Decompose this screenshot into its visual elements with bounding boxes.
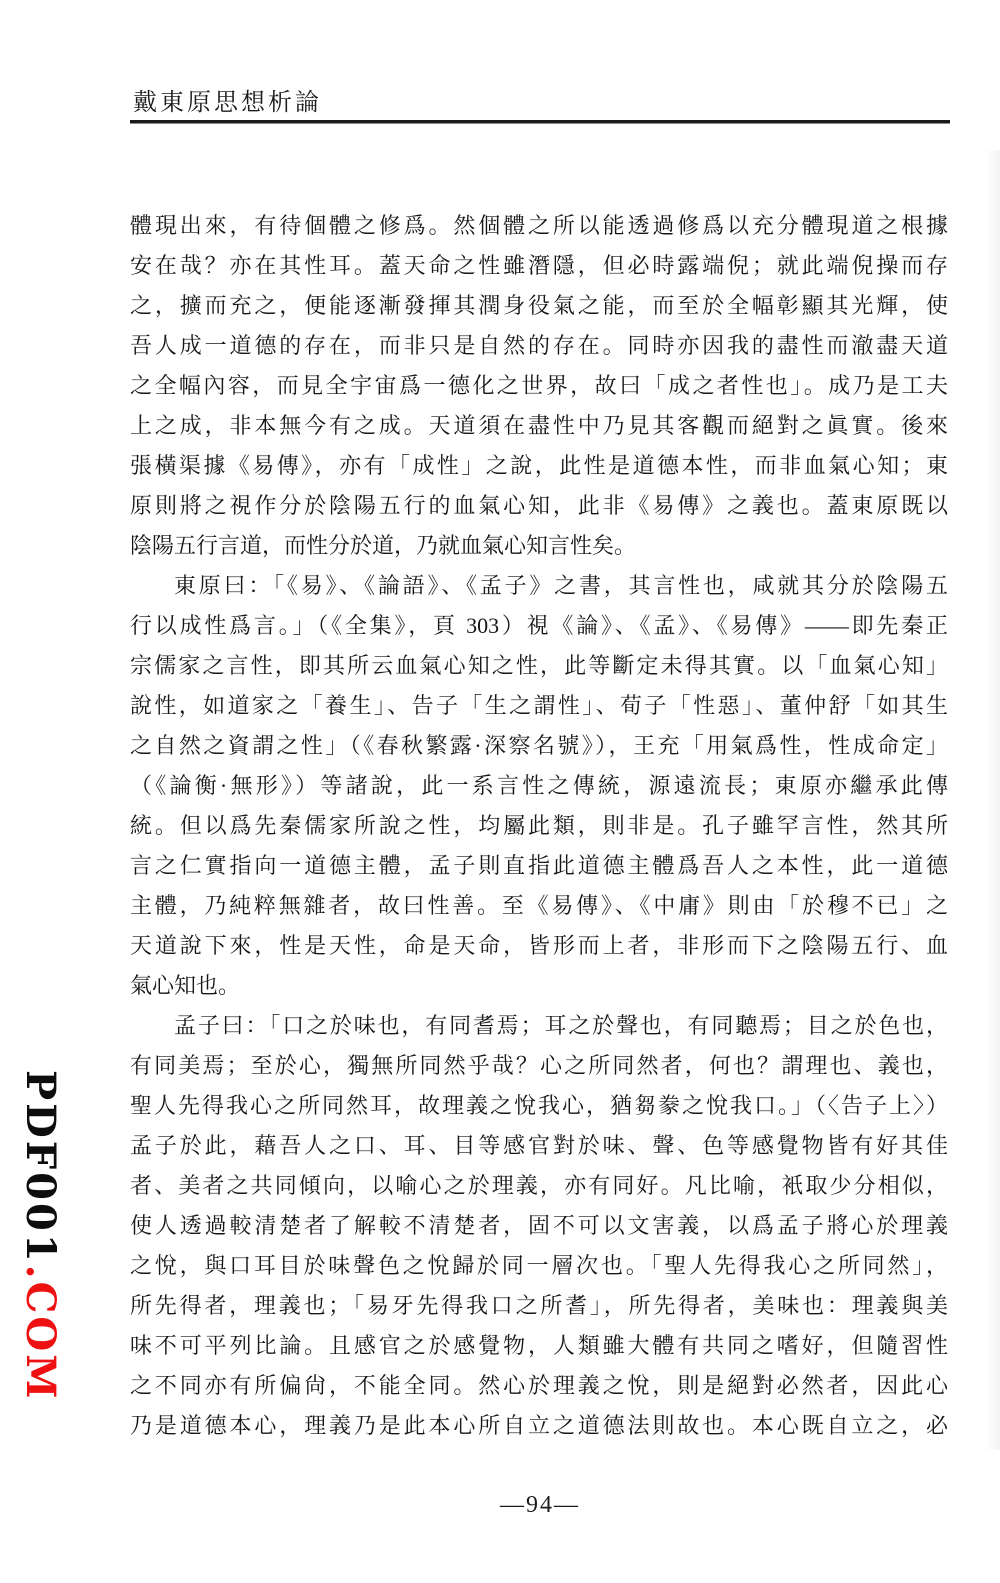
text-line: 說性，如道家之「養生」、告子「生之謂性」、荀子「性惡」、董仲舒「如其生 (130, 693, 948, 718)
text-line: 統。但以爲先秦儒家所說之性，均屬此類，則非是。孔子雖罕言性，然其所 (130, 813, 948, 838)
text-line: 氣心知也。 (130, 973, 241, 998)
text-line: 之不同亦有所偏尙，不能全同。然心於理義之悅，則是絕對必然者，因此心 (130, 1373, 948, 1398)
text-line: 之悅，與口耳目於味聲色之悅歸於同一層次也。「聖人先得我心之所同然」， (130, 1253, 948, 1278)
text-line: 行以成性爲言。」（《全集》，頁 303）視《論》、《孟》、《易傳》——即先秦正 (130, 613, 948, 638)
text-line: 孟子於此，藉吾人之口、耳、目等感官對於味、聲、色等感覺物皆有好其佳 (130, 1133, 948, 1158)
scan-edge-shading (986, 150, 1000, 1450)
text-line: 陰陽五行言道，而性分於道，乃就血氣心知言性矣。 (130, 533, 637, 558)
page-body-text (130, 206, 948, 1446)
header-divider-rule (130, 120, 950, 124)
text-line: 味不可平列比論。且感官之於感覺物，人類雖大體有共同之嗜好，但隨習性 (130, 1333, 948, 1358)
watermark-com-text: .COM (17, 1264, 64, 1402)
text-line: 安在哉？亦在其性耳。蓋天命之性雖潛隱，但必時露端倪；就此端倪操而存 (130, 253, 948, 278)
text-line: 上之成，非本無今有之成。天道須在盡性中乃見其客觀而絕對之眞實。後來 (130, 413, 948, 438)
text-line: 天道說下來，性是天性，命是天命，皆形而上者，非形而下之陰陽五行、血 (130, 933, 948, 958)
running-header-book-title: 戴東原思想析論 (133, 90, 322, 116)
paragraph-2 (130, 566, 948, 1006)
text-line: 體現出來，有待個體之修爲。然個體之所以能透過修爲以充分體現道之根據 (130, 213, 948, 238)
text-line: 孟子曰：「口之於味也，有同耆焉；耳之於聲也，有同聽焉；目之於色也， (174, 1013, 948, 1038)
text-line: 之全幅內容，而見全宇宙爲一德化之世界，故曰「成之者性也」。成乃是工夫 (130, 373, 948, 398)
watermark (17, 1070, 64, 1402)
text-line: 有同美焉；至於心，獨無所同然乎哉？心之所同然者，何也？謂理也、義也， (130, 1053, 948, 1078)
text-line: 乃是道德本心，理義乃是此本心所自立之道德法則故也。本心既自立之，必 (130, 1413, 948, 1438)
text-line: 東原曰：「《易》、《論語》、《孟子》之書，其言性也，咸就其分於陰陽五 (174, 573, 948, 598)
page-number: —94— (500, 1492, 580, 1518)
text-line: 言之仁實指向一道德主體，孟子則直指此道德主體爲吾人之本性，此一道德 (130, 853, 948, 878)
text-line: 張橫渠據《易傳》，亦有「成性」之說，此性是道德本性，而非血氣心知；東 (130, 453, 948, 478)
text-line: （《論衡·無形》）等諸說，此一系言性之傳統，源遠流長；東原亦繼承此傳 (130, 773, 948, 798)
text-line: 之自然之資謂之性」（《春秋繁露·深察名號》），王充「用氣爲性，性成命定」 (130, 733, 948, 758)
watermark-pdf001-text: PDF001 (17, 1070, 64, 1265)
text-line: 聖人先得我心之所同然耳，故理義之悅我心，猶芻豢之悅我口。」（〈告子上〉） (130, 1093, 948, 1118)
text-line: 宗儒家之言性，即其所云血氣心知之性，此等斷定未得其實。以「血氣心知」 (130, 653, 948, 678)
text-line: 所先得者，理義也；「易牙先得我口之所耆」，所先得者，美味也：理義與美 (130, 1293, 948, 1318)
text-line: 使人透過較清楚者了解較不清楚者，固不可以文害義，以爲孟子將心於理義 (130, 1213, 948, 1238)
text-line: 者、美者之共同傾向，以喻心之於理義，亦有同好。凡比喻，衹取少分相似， (130, 1173, 948, 1198)
text-line: 吾人成一道德的存在，而非只是自然的存在。同時亦因我的盡性而澈盡天道 (130, 333, 948, 358)
text-line: 之，擴而充之，便能逐漸發揮其潤身役氣之能，而至於全幅彰顯其光輝，使 (130, 293, 948, 318)
paragraph-3 (130, 1006, 948, 1446)
text-line: 主體，乃純粹無雜者，故曰性善。至《易傳》、《中庸》則由「於穆不已」之 (130, 893, 948, 918)
text-line: 原則將之視作分於陰陽五行的血氣心知，此非《易傳》之義也。蓋東原既以 (130, 493, 948, 518)
paragraph-1 (130, 206, 948, 566)
